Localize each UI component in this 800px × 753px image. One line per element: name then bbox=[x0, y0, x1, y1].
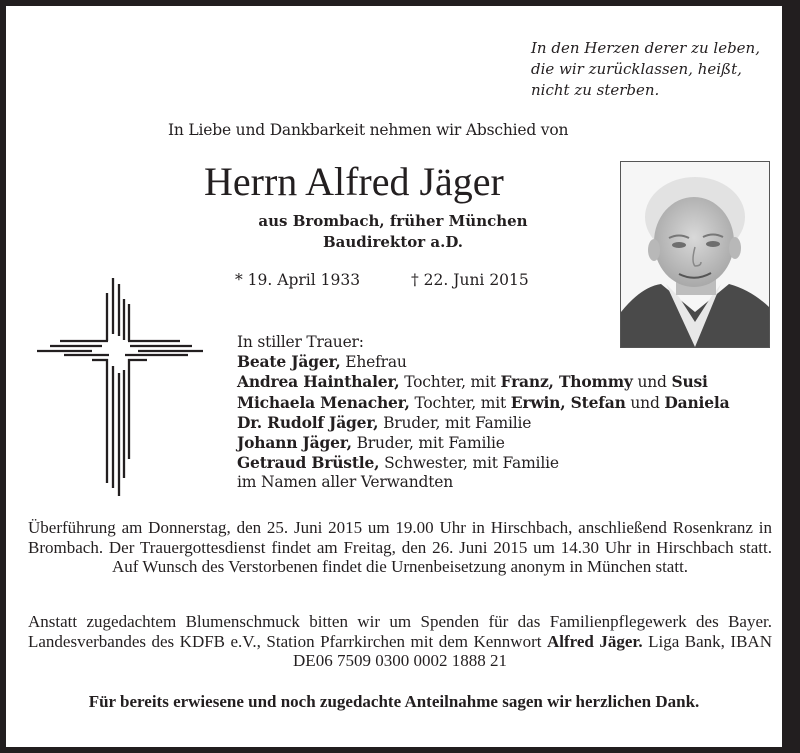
funeral-notice: Überführung am Donnerstag, den 25. Juni 2015 um 19.00 Uhr in Hirschbach, anschließend Rosenkranz in Brombach. Der Trauergottesdienst findet am Freitag, den 26. Juni 2015 um 14.30 Uhr in Hirschbach statt. Auf Wunsch des Verstorbenen findet die Urnenbeisetzung anonym in München statt. bbox=[28, 518, 772, 576]
mourners-footer: im Namen aller Verwandten bbox=[237, 473, 453, 492]
deceased-name: Herrn Alfred Jäger bbox=[204, 159, 504, 204]
deceased-title: Baudirektor a.D. bbox=[322, 233, 464, 251]
donation-bank: Liga Bank, IBAN DE06 7509 0300 0002 1888 21 bbox=[293, 631, 772, 670]
deceased-origin: aus Brombach, früher München bbox=[258, 212, 528, 230]
grandchild-name: Susi bbox=[671, 372, 708, 392]
mourner-relation: Bruder, mit Familie bbox=[351, 434, 505, 453]
motto-line: In den Herzen derer zu leben, bbox=[531, 39, 760, 57]
grandchild-name: Daniela bbox=[664, 392, 730, 412]
mourner-entry bbox=[237, 413, 729, 433]
mourner-relation: Bruder, mit Familie bbox=[378, 413, 532, 432]
grandchild-name: Erwin, bbox=[510, 392, 566, 412]
intro-text: In Liebe und Dankbarkeit nehmen wir Abschied von bbox=[168, 121, 569, 139]
mourner-entry bbox=[237, 393, 729, 413]
mourner-relation: Tochter, mit bbox=[409, 393, 511, 412]
grandchild-name: Stefan bbox=[565, 392, 626, 412]
mourner-name: Dr. Rudolf Jäger, bbox=[237, 412, 379, 432]
obituary-notice bbox=[6, 6, 782, 747]
death-date: † 22. Juni 2015 bbox=[411, 271, 529, 289]
mourners-heading: In stiller Trauer: bbox=[237, 333, 364, 351]
portrait-photo bbox=[620, 161, 770, 348]
mourner-relation: Tochter, mit bbox=[399, 373, 501, 392]
motto-line: die wir zurücklassen, heißt, bbox=[531, 60, 742, 78]
conjunction: und bbox=[632, 373, 672, 392]
mourner-entry bbox=[237, 352, 729, 372]
mourner-entry bbox=[237, 453, 729, 473]
mourners-list bbox=[237, 333, 729, 493]
grandchild-name: Thommy bbox=[553, 372, 633, 392]
mourner-relation: Ehefrau bbox=[340, 353, 407, 372]
conjunction: und bbox=[625, 393, 665, 412]
portrait-image bbox=[621, 162, 769, 347]
thanks-text: Für bereits erwiesene und noch zugedachte Anteilnahme sagen wir herzlichen Dank. bbox=[88, 692, 700, 711]
motto-quote bbox=[531, 38, 760, 101]
mourner-entry bbox=[237, 372, 729, 392]
donation-text: Anstatt zugedachtem Blumenschmuck bitten wir um Spenden für das Familienpflegewerk des Bayer. Landesverbandes des KDFB e.V., Station Pfarrkirchen mit dem Kennwort bbox=[28, 612, 772, 651]
mourner-relation: Schwester, mit Familie bbox=[379, 454, 559, 473]
motto-line: nicht zu sterben. bbox=[531, 81, 660, 99]
mourner-name: Getraud Brüstle, bbox=[237, 453, 380, 473]
birth-date: * 19. April 1933 bbox=[235, 271, 361, 289]
donation-notice bbox=[28, 612, 772, 671]
mourner-name: Beate Jäger, bbox=[237, 352, 341, 372]
mourner-name: Andrea Hainthaler, bbox=[237, 372, 400, 392]
grandchild-name: Franz, bbox=[500, 372, 554, 392]
donation-keyword: Alfred Jäger. bbox=[546, 631, 643, 651]
mourner-entry bbox=[237, 433, 729, 453]
mourner-name: Johann Jäger, bbox=[237, 433, 352, 453]
cross-icon bbox=[26, 266, 226, 506]
mourner-name: Michaela Menacher, bbox=[237, 392, 410, 412]
